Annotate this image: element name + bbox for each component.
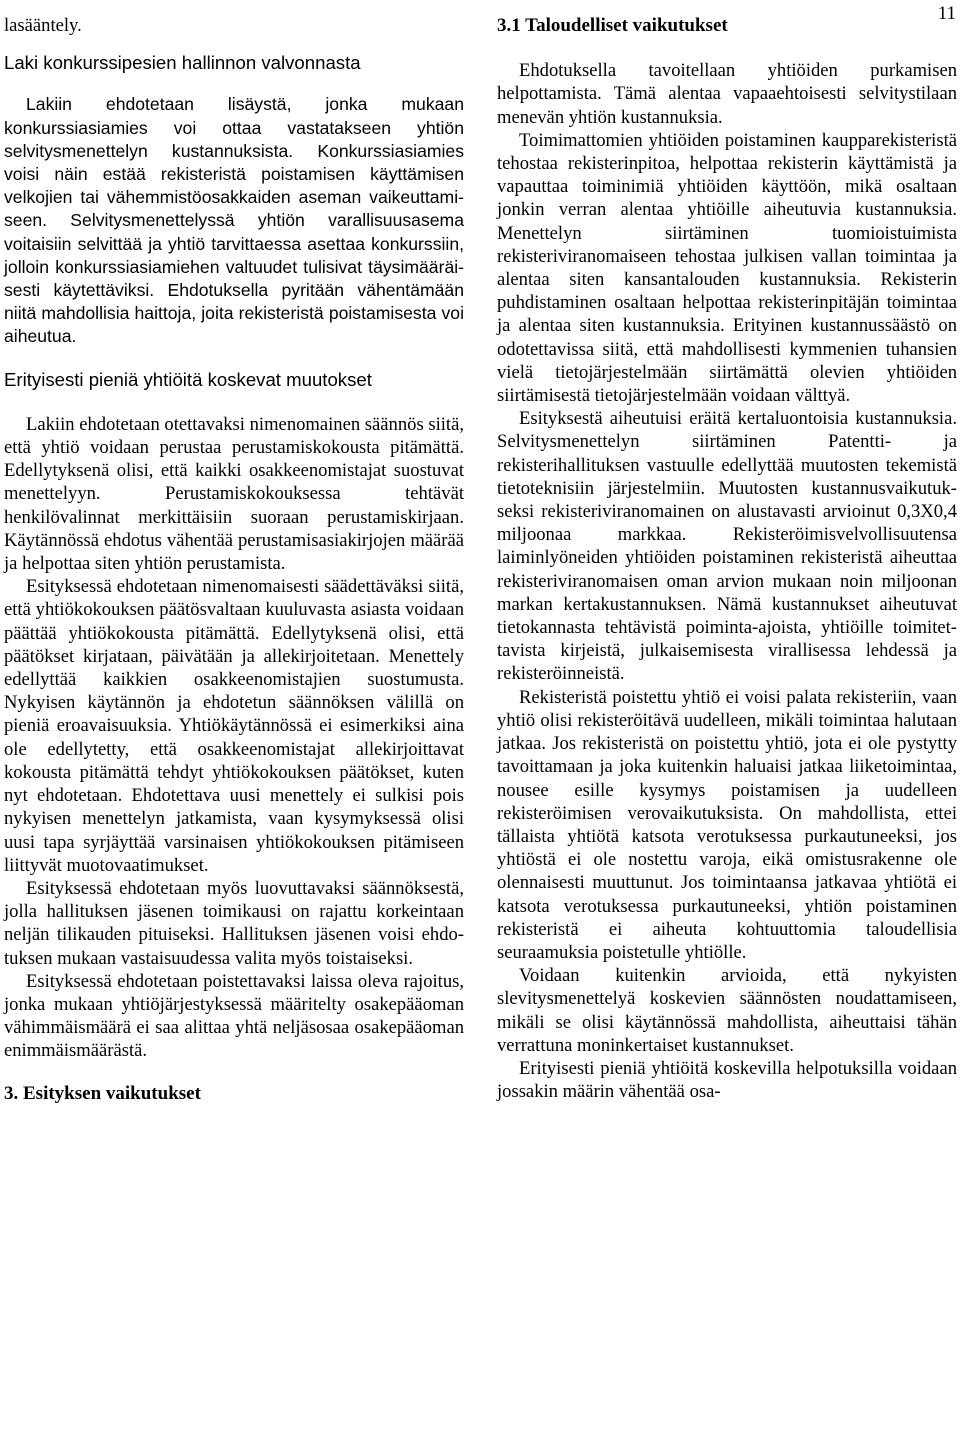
supervision-heading: Laki konkurssipesien hallinnon valvonnasta <box>4 52 361 74</box>
economic-effects-paragraph: Erityisesti pieniä yhtiöitä koskevilla helpotuksilla voidaan jossakin määrin vähentää osa- <box>497 1057 957 1103</box>
small-companies-heading: Erityisesti pieniä yhtiöitä koskevat muutokset <box>4 368 372 390</box>
small-companies-paragraph: Esityksessä ehdotetaan poistettavaksi laissa oleva rajoitus, jonka mukaan yhtiöjärjestyksessä määritelty osakepääoman vähimmäismäärä ei saa alittaa yhtä neljäsosaa osakepääoman enimmäismäärästä. <box>4 970 464 1062</box>
small-companies-paragraph: Esityksessä ehdotetaan myös luovuttavaksi säännöksestä, jolla hallituksen jäsenen toimikausi on rajattu korkeintaan neljän tilikauden pituiseksi. Hallituksen jäsenen voisi ehdotuksen mukaan vastaisuudessa valita myös toistaiseksi. <box>4 877 464 969</box>
left-column <box>4 14 464 1105</box>
right-column <box>497 14 957 1103</box>
economic-effects-paragraph: Rekisteristä poistettu yhtiö ei voisi palata rekisteriin, vaan yhtiö olisi rekisteröitävä uudelleen, mikäli toimintaa halutaan jatkaa. Jos rekisteristä on poistettu yhtiö, jota ei ole pystytty tavoittamaan ja joka kuitenkin haluaisi jatkaa liiketoimintaa, nousee esille kysymys poistamisen ja uudelleen rekisteröimisen verovaikutuksista. On mahdollista, ettei tällaista yhtiötä katsota verotuksessa purkautuneeksi, jos yhtiöstä ei ole nostettu varoja, eikä omistusrakenne ole olennaisesti muuttunut. Jos toimintaansa jatkavaa yhtiötä ei katsota verotuksessa purkautuneeksi, yhtiön poistaminen rekisteristä ei aiheuta kohtuuttomia taloudellisia seuraamuksia poistetulle yhtiölle. <box>497 686 957 963</box>
small-companies-paragraph: Esityksessä ehdotetaan nimenomaisesti säädettäväksi siitä, että yhtiökokouksen päätösvaltaan kuuluvasta asiasta voidaan päättää yhtiökokousta pitämättä. Edellytyksenä olisi, että päätökset kirjataan, päivätään ja allekirjoitetaan. Menettely edellyttää kaikkien osakkeenomistajien suostumusta. Nykyisen käytännön ja ehdotetun säännöksen välillä on pieniä eroavaisuuksia. Yhtiökäytännössä ei esimerkiksi aina ole edellytetty, että osakkeenomistajat allekirjoittavat kokousta pitämättä tehdyt yhtiökokouksen päätökset, kuten nyt ehdotetaan. Ehdotettava uusi menettely ei sulkisi pois nykyisen menettelyn jatkamista, vaan kysymyksessä olisi uusi tapa syrjäyttää varsinaisen yhtiökokouksen pitämiseen liittyvät muotovaatimukset. <box>4 576 464 876</box>
effects-heading: 3. Esityksen vaikutukset <box>4 1082 201 1104</box>
economic-effects-paragraph: Esityksestä aiheutuisi eräitä kertaluontoisia kustannuksia. Selvitysmenettelyn siirtäminen Patentti- ja rekisterihallituksen vastuulle edellyttää muutosten tekemistä tietoteknisiin järjestelmiin. Muutosten kustannusvaikutukseksi rekisteriviranomainen on alustavasti arvioinut 0,3X0,4 miljoonaa markkaa. Rekisteröimisvelvollisuutensa laiminlyöneiden yhtiöiden poistaminen rekisteristä aiheuttaa rekisteriviranomaisen oman arvion mukaan noin miljoonan markan kertakustannuksen. Nämä kustannukset aiheutuvat tietokannasta tehtävistä poiminta-ajoista, yhtiöille toimitettavista kirjeistä, julkaisemisesta virallisessa lehdessä ja rekisteröinneistä. <box>497 408 957 685</box>
page-number: 11 <box>937 3 956 24</box>
supervision-paragraph: Lakiin ehdotetaan lisäystä, jonka mukaan konkurssiasiamies voi ottaa vastatakseen yhtiön selvitysmenettelyn kustannuksista. Konkurssiasiamies voisi näin estää rekisteristä poistamisen käyttämisen velkojien tai vähemmistöosakkaiden aseman vaikeuttamiseen. Selvitysmenettelyssä yhtiön varallisuusasema voitaisiin selvittää ja yhtiö tarvittaessa asettaa konkurssiin, jolloin konkurssiasiamiehen valtuudet tulisivat täysimääräisesti käytettäviksi. Ehdotuksella pyritään vähentämään niitä mahdollisia haittoja, joita rekisteristä poistamisesta voi aiheutua. <box>4 94 464 347</box>
economic-effects-heading: 3.1 Taloudelliset vaikutukset <box>497 15 728 36</box>
economic-effects-paragraph: Toimimattomien yhtiöiden poistaminen kaupparekisteristä tehostaa rekisterinpitoa, helpottaa rekisterin käyttämistä ja vapauttaa toiminimiä yhtiöiden käyttöön, mikä osaltaan jonkin verran alentaa yhtiöille aiheutuvia kustannuksia. Menettelyn siirtäminen tuomioistuimista rekisteriviranomaiseen tehostaa julkisen vallan toimintaa ja alentaa siten kansantalouden kustannuksia. Rekisterin puhdistaminen osaltaan helpottaa rekisterinpitäjän toimintaa ja alentaa siten kustannuksia. Erityinen kustannussäästö on odotettavissa siitä, että mahdollisesti kymmenien tuhansien vielä tietojärjestelmään siirtämättä olevien yhtiöiden siirtämisestä tietojärjestelmään voidaan välttyä. <box>497 129 957 407</box>
economic-effects-paragraph: Ehdotuksella tavoitellaan yhtiöiden purkamisen helpottamista. Tämä alentaa vapaaehtoisesti selvitystilaan menevän yhtiön kustannuksia. <box>497 60 957 128</box>
small-companies-paragraph: Lakiin ehdotetaan otettavaksi nimenomainen säännös siitä, että yhtiö voidaan perustaa perustamiskokousta pitämättä. Edellytyksenä olisi, että kaikki osakkeenomistajat suostuvat menettelyyn. Perustamiskokouksessa tehtävät henkilövalinnat merkittäisiin suoraan perustamiskirjaan. Käytännössä ehdotus vähentää perustamisasiakirjojen määrää ja helpottaa siten yhtiön perustamista. <box>4 413 464 575</box>
economic-effects-paragraph: Voidaan kuitenkin arvioida, että nykyisten slevitysmenettelyä koskevien säännösten noudattamiseen, mikäli se olisi käytännössä mahdollista, aiheuttaisi tähän verrattuna moninkertaiset kustannukset. <box>497 965 957 1056</box>
continuation-text: lasääntely. <box>4 15 82 36</box>
